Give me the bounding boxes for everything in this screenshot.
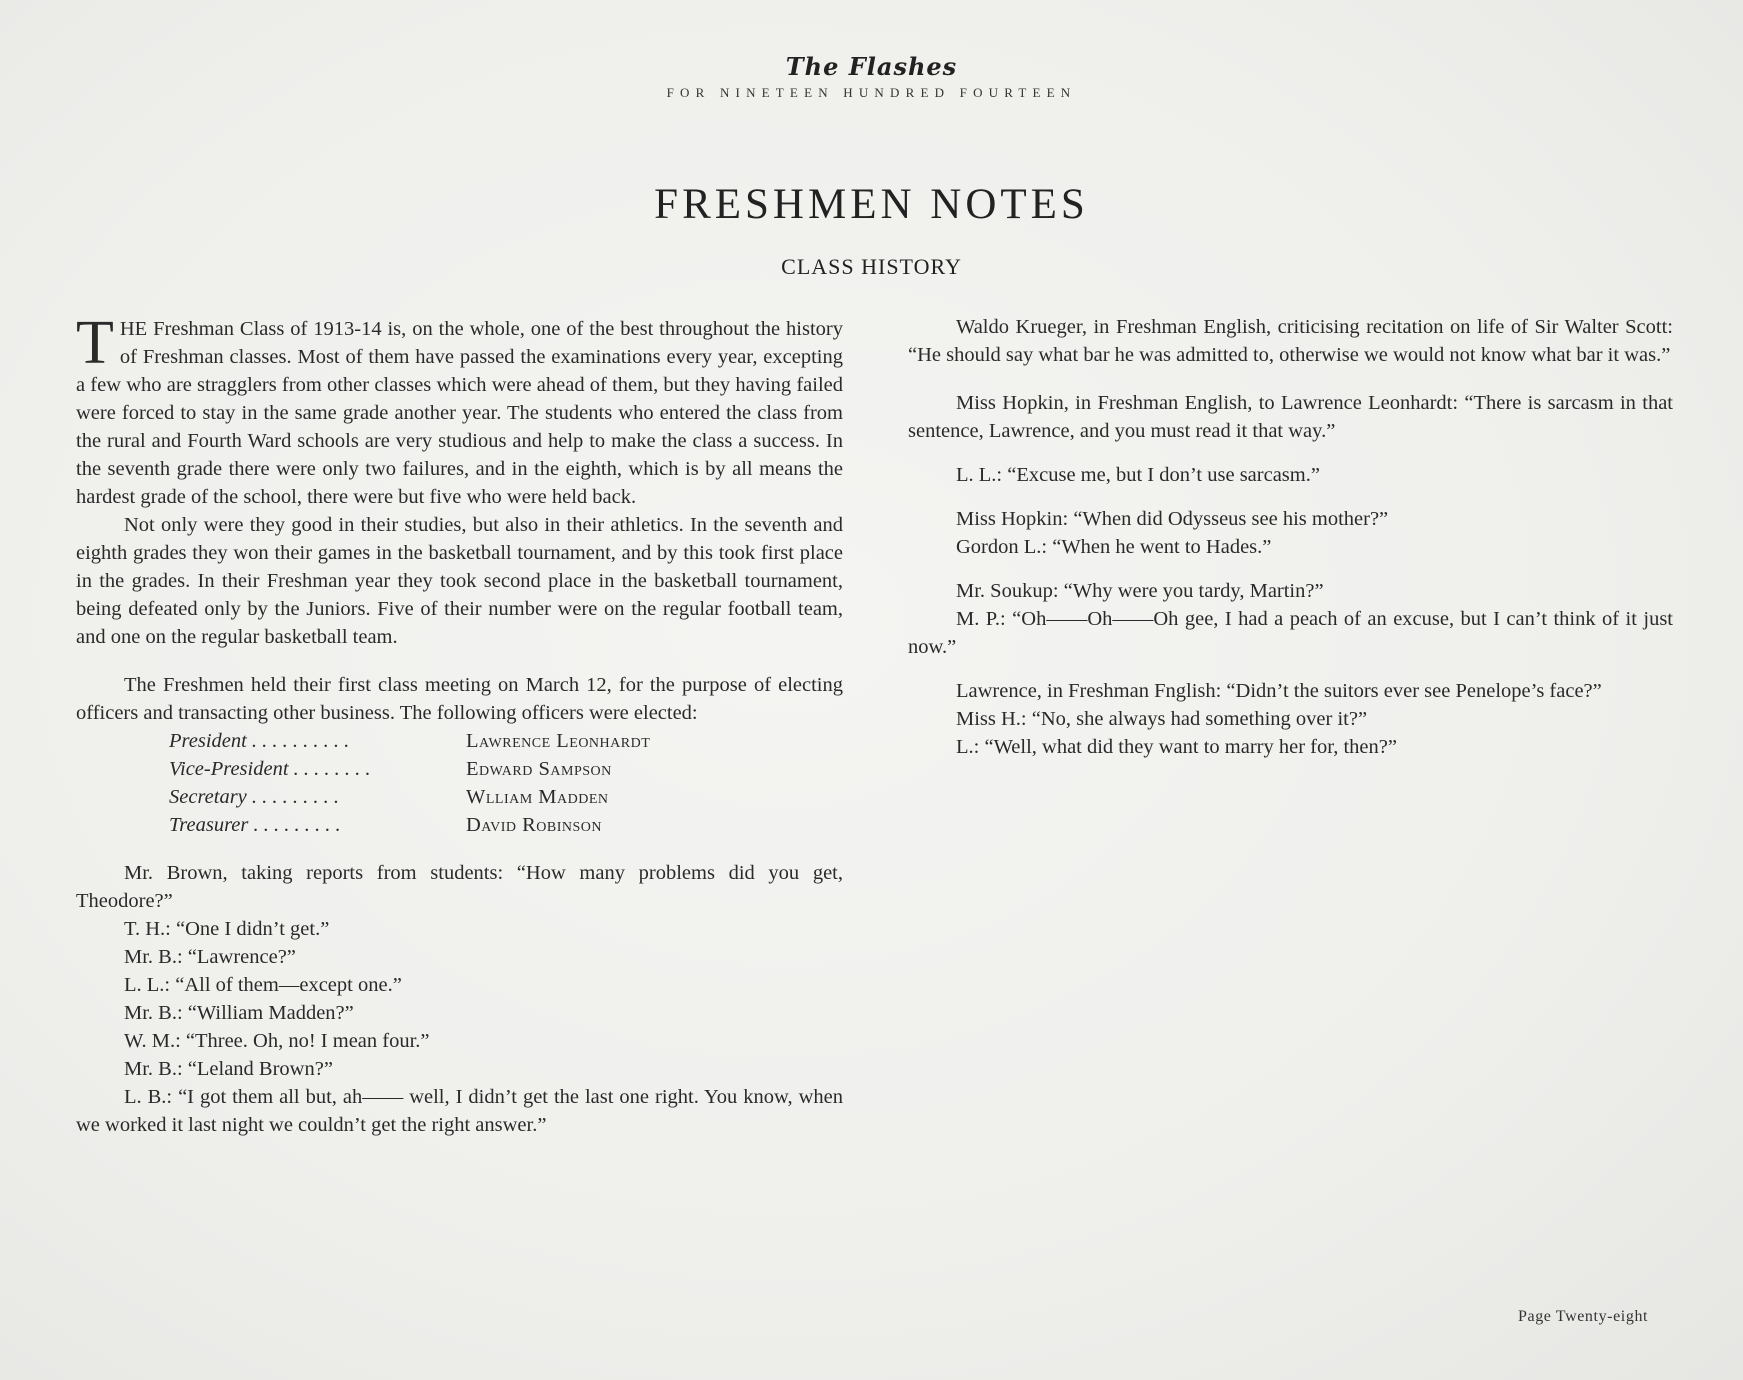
history-paragraph-3: The Freshmen held their first class meeting on March 12, for the purpose of electing officers and transacting other business. The following officers were elected: (76, 674, 843, 724)
quote-ll-reply: L. L.: “Excuse me, but I don’t use sarcasm.” (956, 464, 1320, 486)
quote-penelope-followup: L.: “Well, what did they want to marry her for, then?” (956, 736, 1397, 758)
officer-role: Secretary . . . . . . . . . (169, 786, 340, 808)
quote-penelope-question: Lawrence, in Freshman Fnglish: “Didn’t the suitors ever see Penelope’s face?” (956, 680, 1602, 702)
officer-row (76, 755, 843, 783)
dialogue-line: W. M.: “Three. Oh, no! I mean four.” (124, 1030, 430, 1052)
drop-cap: T (76, 309, 114, 377)
quote-odysseus-answer: Gordon L.: “When he went to Hades.” (956, 536, 1272, 558)
page-title: FRESHMEN NOTES (654, 181, 1089, 228)
section-title: CLASS HISTORY (781, 254, 962, 279)
officers-list (76, 727, 843, 839)
quote-hopkin: Miss Hopkin, in Freshman English, to Lawrence Leonhardt: “There is sarcasm in that sentence, Lawrence, and you must read it that way.” (908, 392, 1673, 442)
history-paragraph-2: Not only were they good in their studies, but also in their athletics. In the seventh and eighth grades they won their games in the basketball tournament, and by this took first place in the grades. In their Freshman year they took second place in the basketball tournament, being defeated only by the Juniors. Five of their number were on the regular football team, and one on the regular basketball team. (76, 514, 843, 648)
dialogue-end: L. B.: “I got them all but, ah—— well, I didn’t get the last one right. You know, when we worked it last night we couldn’t get the right answer.” (76, 1086, 843, 1136)
dialogue-intro: Mr. Brown, taking reports from students: “How many problems did you get, Theodore?” (76, 862, 843, 912)
officer-name: Wlliam Madden (466, 786, 609, 808)
history-paragraph-1 (76, 309, 843, 511)
officer-row (76, 727, 843, 755)
officer-name: David Robinson (466, 814, 603, 836)
quote-odysseus-question: Miss Hopkin: “When did Odysseus see his mother?” (956, 508, 1389, 530)
quote-krueger: Waldo Krueger, in Freshman English, criticising recitation on life of Sir Walter Scott: “He should say what bar he was admitted to, otherwise we would not know what bar it was.” (908, 316, 1673, 366)
officer-role: Treasurer . . . . . . . . . (169, 814, 341, 836)
left-column (76, 309, 843, 1139)
quote-soukup: Mr. Soukup: “Why were you tardy, Martin?” (956, 580, 1324, 602)
dialogue-line: Mr. B.: “Lawrence?” (124, 946, 296, 968)
history-paragraph-1-rest: stragglers from other classes which were ahead of them, but they having failed were forced to stay in the same grade another year. The students who entered the class from the rural and Fourth Ward schools are very studious and help to make the class a success. In the seventh grade there were only two failures, and in the eighth, which is by all means the hardest grade of the school, there were but five who were held back. (76, 374, 843, 508)
right-column (908, 313, 1673, 761)
history-paragraph-1-lead: HE Freshman Class of 1913-14 is, on the whole, one of the best throughout the history of Freshman classes. Most of them have passed the examinations every year, excepting a few who are (76, 318, 843, 396)
officer-role: Vice-President . . . . . . . . (169, 758, 371, 780)
officer-row (76, 811, 843, 839)
dialogue-line: L. L.: “All of them—except one.” (124, 974, 402, 996)
officer-name: Edward Sampson (466, 758, 612, 780)
officer-row (76, 783, 843, 811)
masthead (0, 52, 1743, 101)
dialogue-line: T. H.: “One I didn’t get.” (124, 918, 330, 940)
quote-martin-reply: M. P.: “Oh——Oh——Oh gee, I had a peach of an excuse, but I can’t think of it just now.” (908, 608, 1673, 658)
officer-name: Lawrence Leonhardt (466, 730, 651, 752)
masthead-subtitle: FOR NINETEEN HUNDRED FOURTEEN (666, 85, 1077, 100)
dialogue-line: Mr. B.: “William Madden?” (124, 1002, 354, 1024)
officer-role: President . . . . . . . . . . (169, 730, 350, 752)
masthead-title: The Flashes (785, 52, 958, 81)
dialogue-line: Mr. B.: “Leland Brown?” (124, 1058, 333, 1080)
page-number: Page Twenty-eight (1518, 1308, 1649, 1325)
quote-penelope-answer: Miss H.: “No, she always had something over it?” (956, 708, 1368, 730)
